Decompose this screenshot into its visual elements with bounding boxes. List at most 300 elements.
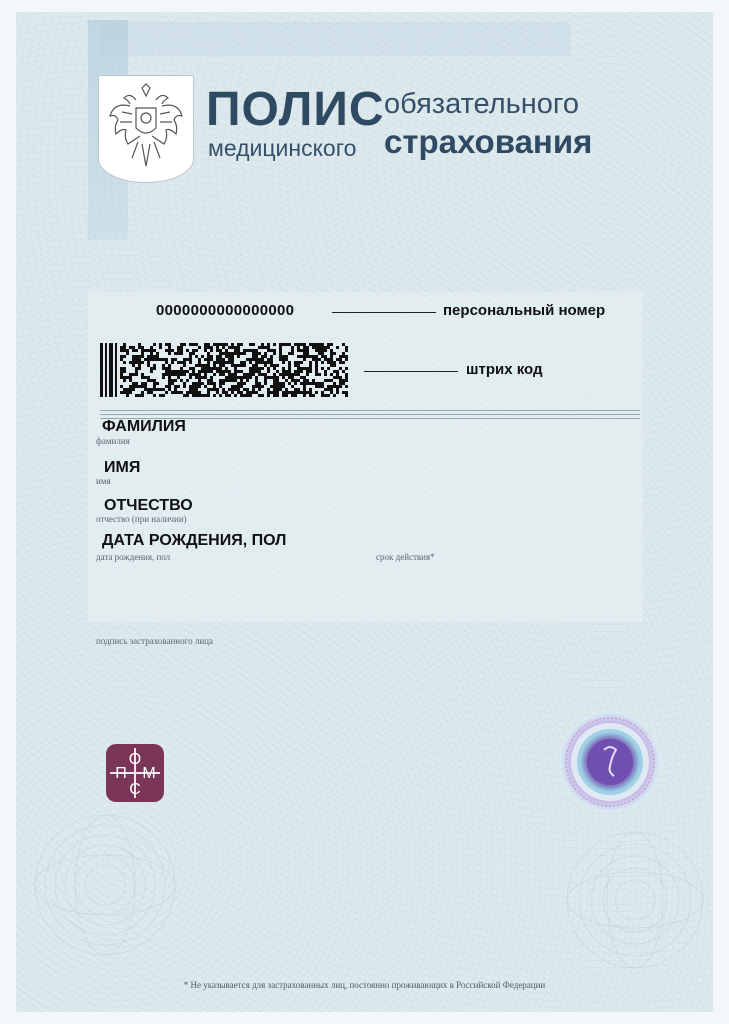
barcode-module (177, 349, 180, 352)
barcode-icon (100, 343, 348, 397)
barcode-module (195, 373, 198, 376)
barcode-module (315, 385, 318, 388)
barcode-module (279, 355, 282, 358)
barcode-module (303, 349, 306, 352)
barcode-module (333, 361, 336, 364)
barcode-module (285, 379, 288, 382)
barcode-module (186, 379, 189, 382)
barcode-module (168, 385, 171, 388)
barcode-module (255, 364, 258, 367)
barcode-module (159, 346, 162, 349)
barcode-module (228, 361, 231, 364)
barcode-module (243, 361, 246, 364)
barcode-module (132, 382, 135, 385)
barcode-module (129, 373, 132, 376)
barcode-module (180, 361, 183, 364)
barcode-module (294, 394, 297, 397)
barcode-module (309, 394, 312, 397)
barcode-module (261, 385, 264, 388)
barcode-module (129, 361, 132, 364)
barcode-module (267, 349, 270, 352)
personal-number-label: персональный номер (443, 302, 606, 319)
barcode-module (300, 376, 303, 379)
barcode-module (264, 361, 267, 364)
footnote: * Не указывается для застрахованных лиц, постоянно проживающих в Российской Федерации (183, 980, 546, 990)
barcode-module (234, 346, 237, 349)
barcode-module (252, 343, 255, 346)
barcode-module (306, 349, 309, 352)
barcode-module (282, 385, 285, 388)
barcode-module (240, 376, 243, 379)
barcode-guard-bar (109, 343, 113, 397)
barcode-module (246, 358, 249, 361)
barcode-module (222, 382, 225, 385)
patronymic-caption: отчество (при наличии) (96, 514, 187, 524)
barcode-module (168, 388, 171, 391)
barcode-module (246, 394, 249, 397)
barcode-module (177, 352, 180, 355)
barcode-module (252, 373, 255, 376)
barcode-module (153, 343, 156, 346)
barcode-module (219, 394, 222, 397)
barcode-module (303, 346, 306, 349)
barcode-module (183, 364, 186, 367)
barcode-module (249, 376, 252, 379)
barcode-module (237, 343, 240, 346)
barcode-module (237, 388, 240, 391)
barcode-module (258, 385, 261, 388)
barcode-module (174, 352, 177, 355)
barcode-module (258, 346, 261, 349)
barcode-module (144, 388, 147, 391)
barcode-module (249, 394, 252, 397)
barcode-module (315, 364, 318, 367)
barcode-module (336, 388, 339, 391)
barcode-module (321, 385, 324, 388)
barcode-module (240, 394, 243, 397)
barcode-module (192, 394, 195, 397)
barcode-module (345, 355, 348, 358)
barcode-module (204, 394, 207, 397)
barcode-module (120, 373, 123, 376)
barcode-module (288, 391, 291, 394)
barcode-module (246, 373, 249, 376)
barcode-module (138, 361, 141, 364)
barcode-module (318, 352, 321, 355)
barcode-module (315, 373, 318, 376)
barcode-module (324, 370, 327, 373)
barcode-module (240, 391, 243, 394)
barcode-module (300, 382, 303, 385)
barcode-module (120, 391, 123, 394)
barcode-module (222, 370, 225, 373)
barcode-module (264, 376, 267, 379)
barcode-module (336, 370, 339, 373)
barcode-module (300, 367, 303, 370)
barcode-module (264, 352, 267, 355)
barcode-module (189, 361, 192, 364)
barcode-module (216, 343, 219, 346)
barcode-module (321, 352, 324, 355)
barcode-module (123, 391, 126, 394)
barcode-module (306, 352, 309, 355)
barcode-module (303, 343, 306, 346)
barcode-module (315, 382, 318, 385)
barcode-module (174, 373, 177, 376)
barcode-module (249, 361, 252, 364)
barcode-module (330, 379, 333, 382)
barcode-module (237, 364, 240, 367)
barcode-module (180, 391, 183, 394)
barcode-module (243, 376, 246, 379)
barcode-module (324, 349, 327, 352)
barcode-module (195, 388, 198, 391)
barcode-module (330, 343, 333, 346)
barcode-module (273, 394, 276, 397)
barcode-module (156, 382, 159, 385)
barcode-module (171, 361, 174, 364)
barcode-module (261, 346, 264, 349)
barcode-module (225, 352, 228, 355)
barcode-module (150, 352, 153, 355)
barcode-module (126, 352, 129, 355)
barcode-module (312, 358, 315, 361)
barcode-module (159, 358, 162, 361)
barcode-module (267, 370, 270, 373)
barcode-module (168, 352, 171, 355)
barcode-module (171, 370, 174, 373)
barcode-module (216, 358, 219, 361)
barcode-module (135, 394, 138, 397)
barcode-module (228, 370, 231, 373)
barcode-module (324, 355, 327, 358)
barcode-module (198, 394, 201, 397)
barcode-module (282, 382, 285, 385)
barcode-module (186, 394, 189, 397)
barcode-module (192, 352, 195, 355)
barcode-module (303, 394, 306, 397)
barcode-module (123, 388, 126, 391)
barcode-module (282, 376, 285, 379)
barcode-module (168, 367, 171, 370)
barcode-module (198, 370, 201, 373)
barcode-module (315, 361, 318, 364)
barcode-module (231, 355, 234, 358)
barcode-module (294, 382, 297, 385)
barcode-module (273, 391, 276, 394)
barcode-module (120, 370, 123, 373)
barcode-module (327, 361, 330, 364)
barcode-module (330, 355, 333, 358)
barcode-module (252, 364, 255, 367)
barcode-module (192, 391, 195, 394)
barcode-module (297, 367, 300, 370)
barcode-module (297, 355, 300, 358)
barcode-module (318, 349, 321, 352)
barcode-module (120, 367, 123, 370)
barcode-module (231, 391, 234, 394)
barcode-module (312, 379, 315, 382)
data-panel (88, 292, 643, 622)
barcode-module (234, 367, 237, 370)
barcode-module (306, 346, 309, 349)
barcode-module (312, 346, 315, 349)
barcode-module (339, 358, 342, 361)
barcode-module (270, 361, 273, 364)
barcode-module (288, 382, 291, 385)
barcode-module (249, 343, 252, 346)
barcode-module (165, 370, 168, 373)
barcode-module (162, 388, 165, 391)
barcode-module (330, 385, 333, 388)
barcode-module (231, 388, 234, 391)
barcode-module (153, 358, 156, 361)
oms-letter-m: М (142, 765, 156, 782)
barcode-module (138, 364, 141, 367)
barcode-module (177, 373, 180, 376)
barcode-module (288, 352, 291, 355)
barcode-module (318, 343, 321, 346)
barcode-module (258, 370, 261, 373)
barcode-module (153, 388, 156, 391)
barcode-module (189, 376, 192, 379)
name-caption: имя (96, 476, 111, 486)
barcode-module (339, 367, 342, 370)
barcode-module (312, 382, 315, 385)
barcode-module (339, 379, 342, 382)
barcode-module (189, 373, 192, 376)
barcode-module (147, 358, 150, 361)
barcode-module (336, 385, 339, 388)
barcode-module (309, 367, 312, 370)
barcode-module (273, 388, 276, 391)
barcode-module (321, 355, 324, 358)
barcode-module (225, 343, 228, 346)
barcode-module (333, 352, 336, 355)
barcode-module (201, 370, 204, 373)
barcode-module (201, 364, 204, 367)
barcode-module (237, 346, 240, 349)
barcode-module (336, 391, 339, 394)
barcode-module (252, 352, 255, 355)
barcode-module (279, 388, 282, 391)
barcode-module (234, 352, 237, 355)
barcode-module (294, 343, 297, 346)
barcode-module (210, 382, 213, 385)
barcode-module (204, 385, 207, 388)
barcode-module (270, 391, 273, 394)
barcode-module (234, 385, 237, 388)
barcode-module (279, 349, 282, 352)
barcode-module (261, 373, 264, 376)
barcode-module (264, 373, 267, 376)
barcode-module (150, 367, 153, 370)
barcode-module (186, 349, 189, 352)
barcode-module (267, 394, 270, 397)
barcode-module (219, 382, 222, 385)
barcode-module (210, 349, 213, 352)
barcode-module (261, 367, 264, 370)
barcode-module (288, 361, 291, 364)
barcode-module (240, 385, 243, 388)
barcode-module (207, 391, 210, 394)
barcode-module (225, 376, 228, 379)
barcode-module (318, 373, 321, 376)
barcode-module (246, 349, 249, 352)
barcode-module (273, 385, 276, 388)
barcode-module (231, 343, 234, 346)
barcode-module (186, 370, 189, 373)
personal-number-value: 0000000000000000 (156, 302, 295, 319)
barcode-module (147, 361, 150, 364)
surname-caption: фамилия (96, 436, 130, 446)
title-insurance: страхования (384, 123, 593, 160)
barcode-module (222, 388, 225, 391)
barcode-module (240, 364, 243, 367)
barcode-module (198, 364, 201, 367)
barcode-guard-bar (100, 343, 103, 397)
barcode-module (237, 385, 240, 388)
barcode-module (255, 391, 258, 394)
barcode-module (219, 352, 222, 355)
barcode-module (336, 358, 339, 361)
barcode-module (135, 349, 138, 352)
barcode-module (168, 349, 171, 352)
barcode-module (150, 388, 153, 391)
barcode-module (207, 382, 210, 385)
barcode-module (228, 376, 231, 379)
barcode-module (315, 391, 318, 394)
barcode-module (330, 361, 333, 364)
barcode-module (237, 370, 240, 373)
barcode-module (222, 346, 225, 349)
barcode-module (132, 349, 135, 352)
barcode-module (261, 394, 264, 397)
barcode-module (267, 358, 270, 361)
barcode-module (171, 349, 174, 352)
barcode-module (297, 391, 300, 394)
barcode-module (147, 391, 150, 394)
barcode-module (294, 379, 297, 382)
barcode-module (312, 343, 315, 346)
barcode-module (306, 355, 309, 358)
barcode-module (282, 355, 285, 358)
barcode-module (171, 391, 174, 394)
barcode-module (276, 382, 279, 385)
barcode-module (126, 388, 129, 391)
barcode-module (306, 373, 309, 376)
barcode-module (261, 361, 264, 364)
barcode-module (210, 370, 213, 373)
barcode-module (315, 370, 318, 373)
barcode-module (216, 367, 219, 370)
barcode-module (123, 376, 126, 379)
barcode-module (150, 349, 153, 352)
barcode-module (258, 367, 261, 370)
barcode-module (237, 391, 240, 394)
barcode-module (213, 373, 216, 376)
barcode-module (129, 376, 132, 379)
barcode-module (123, 361, 126, 364)
barcode-module (165, 385, 168, 388)
barcode-module (282, 343, 285, 346)
barcode-module (291, 346, 294, 349)
barcode-module (291, 391, 294, 394)
barcode-module (192, 343, 195, 346)
barcode-module (303, 358, 306, 361)
barcode-module (234, 364, 237, 367)
barcode-module (225, 355, 228, 358)
barcode-module (207, 370, 210, 373)
barcode-module (273, 352, 276, 355)
barcode-module (225, 379, 228, 382)
barcode-module (261, 343, 264, 346)
barcode-module (219, 379, 222, 382)
barcode-module (234, 379, 237, 382)
barcode-module (228, 355, 231, 358)
barcode-module (234, 376, 237, 379)
barcode-module (168, 364, 171, 367)
barcode-module (225, 391, 228, 394)
barcode-module (195, 385, 198, 388)
barcode-module (258, 382, 261, 385)
barcode-module (303, 352, 306, 355)
barcode-module (345, 385, 348, 388)
barcode-module (153, 355, 156, 358)
barcode-module (129, 388, 132, 391)
barcode-module (282, 373, 285, 376)
barcode-module (324, 388, 327, 391)
barcode-module (276, 379, 279, 382)
barcode-module (264, 379, 267, 382)
barcode-module (321, 361, 324, 364)
barcode-module (264, 355, 267, 358)
barcode-module (180, 367, 183, 370)
surname-value: ФАМИЛИЯ (102, 418, 186, 435)
barcode-module (159, 394, 162, 397)
barcode-module (198, 385, 201, 388)
barcode-module (123, 367, 126, 370)
barcode-module (321, 391, 324, 394)
barcode-module (243, 364, 246, 367)
barcode-module (201, 355, 204, 358)
barcode-module (291, 379, 294, 382)
barcode-module (213, 388, 216, 391)
barcode-module (219, 349, 222, 352)
barcode-module (129, 385, 132, 388)
barcode-module (165, 358, 168, 361)
barcode-module (324, 358, 327, 361)
barcode-module (165, 349, 168, 352)
barcode-module (255, 367, 258, 370)
barcode-module (141, 352, 144, 355)
barcode-module (333, 394, 336, 397)
barcode-module (240, 382, 243, 385)
barcode-module (120, 358, 123, 361)
barcode-module (222, 358, 225, 361)
barcode-module (309, 364, 312, 367)
barcode-module (252, 370, 255, 373)
barcode-module (165, 343, 168, 346)
oms-letter-p: П (115, 765, 127, 782)
barcode-module (303, 391, 306, 394)
barcode-module (345, 376, 348, 379)
barcode-module (276, 385, 279, 388)
barcode-module (174, 379, 177, 382)
barcode-module (342, 361, 345, 364)
barcode-module (252, 391, 255, 394)
barcode-module (138, 385, 141, 388)
